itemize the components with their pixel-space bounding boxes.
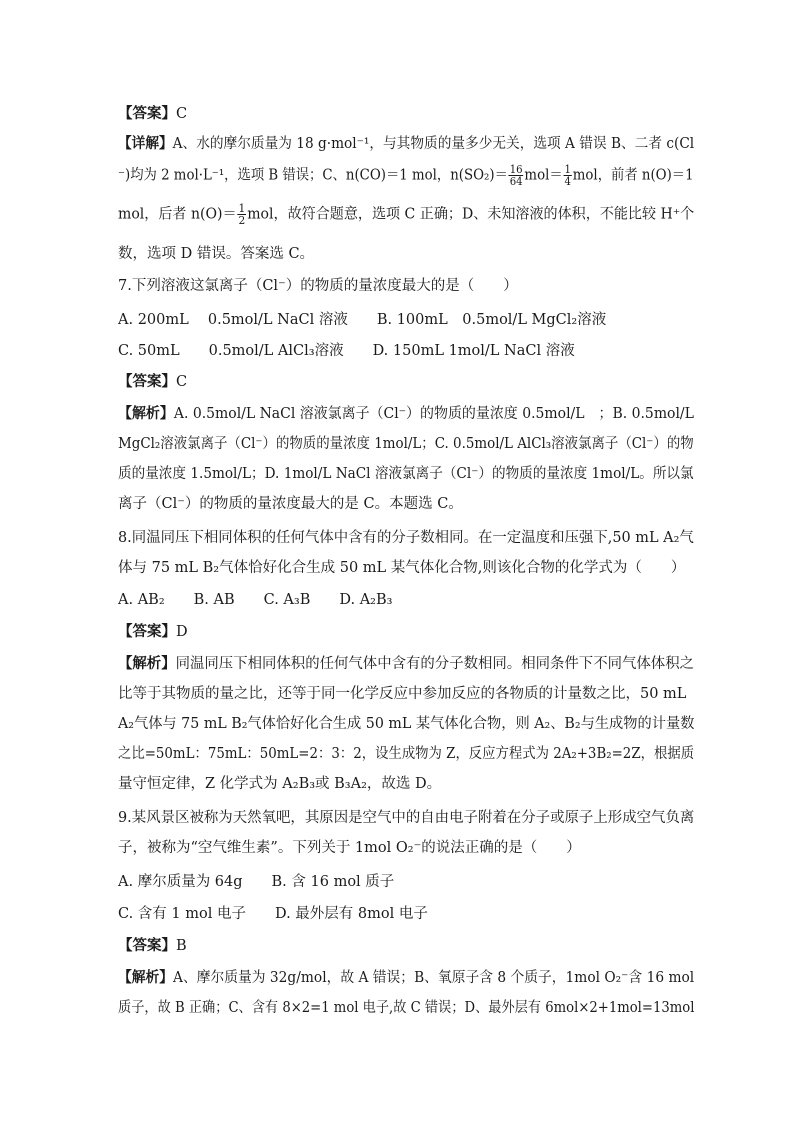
q6-detail-line-2 xyxy=(118,164,694,187)
q9-options-row-1 xyxy=(118,872,394,892)
q8-stem-line-2 xyxy=(118,558,685,578)
q8-analysis-line-4 xyxy=(118,744,694,764)
q6-detail-line-3 xyxy=(118,203,694,226)
detail-label: 【详解】 xyxy=(118,135,173,152)
q7-analysis-line-3 xyxy=(118,464,694,484)
q7-analysis-line-1 xyxy=(118,404,694,424)
options-text: A. AB₂ B. AB C. A₃B D. A₂B₃ xyxy=(118,592,393,608)
detail-text: mol，后者 n(O)＝ xyxy=(118,206,237,223)
q9-answer-line xyxy=(118,936,187,956)
analysis-label: 【解析】 xyxy=(118,655,176,672)
q8-analysis-line-5 xyxy=(118,774,441,794)
fraction-numerator: 1 xyxy=(564,163,571,176)
options-text: A. 摩尔质量为 64g B. 含 16 mol 质子 xyxy=(118,874,395,890)
q8-analysis-line-1 xyxy=(118,654,694,674)
fraction-denominator: 64 xyxy=(509,175,523,188)
question-stem: 体与 75 mL B₂气体恰好化合生成 50 mL 某气体化合物,则该化合物的化学式为（ ） xyxy=(118,560,686,576)
q9-options-row-2 xyxy=(118,904,428,924)
fraction-16-64 xyxy=(509,164,524,187)
q9-analysis-line-1 xyxy=(118,968,694,988)
question-stem: 7.下列溶液这氯离子（Cl⁻）的物质的量浓度最大的是（ ） xyxy=(118,278,518,294)
analysis-text: 质的量浓度 1.5mol/L；D. 1mol/L NaCl 溶液氯离子（Cl⁻）的物质的量浓度 1mol/L。所以氯 xyxy=(118,466,694,482)
q8-analysis-line-2 xyxy=(118,684,686,704)
analysis-text: 离子（Cl⁻）的物质的量浓度最大的是 C。本题选 C。 xyxy=(118,496,463,512)
answer-label: 【答案】 xyxy=(118,623,176,640)
q6-answer-line xyxy=(118,104,187,124)
q7-options-row-2 xyxy=(118,341,575,361)
answer-value: C xyxy=(176,106,188,122)
detail-text: mol＝ xyxy=(524,167,563,184)
analysis-text: 量守恒定律，Z 化学式为 A₂B₃或 B₃A₂，故选 D。 xyxy=(118,776,442,792)
q7-answer-line xyxy=(118,372,187,392)
answer-label: 【答案】 xyxy=(118,937,176,954)
fraction-denominator: 2 xyxy=(238,214,246,227)
fraction-1-4 xyxy=(564,164,572,187)
detail-text: A、水的摩尔质量为 18 g·mol⁻¹，与其物质的量多少无关，选项 A 错误 B、二者 c(Cl xyxy=(172,136,695,152)
q8-answer-line xyxy=(118,622,188,642)
answer-label: 【答案】 xyxy=(118,105,176,122)
options-text: C. 50mL 0.5mol/L AlCl₃溶液 D. 150mL 1mol/L NaCl 溶液 xyxy=(118,343,575,359)
answer-value: C xyxy=(176,374,188,390)
detail-text: mol，前者 n(O)＝1 xyxy=(572,167,694,184)
q7-stem xyxy=(118,276,518,296)
options-text: C. 含有 1 mol 电子 D. 最外层有 8mol 电子 xyxy=(118,906,428,922)
q9-stem-line-2 xyxy=(118,838,581,858)
fraction-denominator: 4 xyxy=(564,175,571,188)
analysis-text: A₂气体与 75 mL B₂气体恰好化合生成 50 mL 某气体化合物，则 A₂、B₂与生成物的计量数 xyxy=(118,716,695,732)
q6-detail-line-4 xyxy=(118,244,314,264)
q8-stem-line-1 xyxy=(118,528,694,548)
analysis-label: 【解析】 xyxy=(118,969,174,986)
detail-text: 数，选项 D 错误。答案选 C。 xyxy=(118,246,315,262)
detail-text: mol，故符合题意，选项 C 正确；D、未知溶液的体积，不能比较 H⁺个 xyxy=(247,206,695,223)
analysis-text: A、摩尔质量为 32g/mol，故 A 错误；B、氧原子含 8 个质子，1mol O₂⁻含 16 mol xyxy=(173,970,695,986)
analysis-label: 【解析】 xyxy=(118,405,174,422)
q9-stem-line-1 xyxy=(118,808,694,828)
analysis-text: 质子，故 B 正确；C、含有 8×2=1 mol 电子,故 C 错误；D、最外层有 6mol×2+1mol=13mol xyxy=(118,1000,695,1016)
question-stem: 9.某风景区被称为天然氧吧，其原因是空气中的自由电子附着在分子或原子上形成空气负离 xyxy=(118,810,695,826)
fraction-numerator: 1 xyxy=(238,202,246,215)
answer-value: B xyxy=(176,938,187,954)
analysis-text: MgCl₂溶液氯离子（Cl⁻）的物质的量浓度 1mol/L；C. 0.5mol/L AlCl₃溶液氯离子（Cl⁻）的物 xyxy=(118,436,694,452)
analysis-text: 同温同压下相同体积的任何气体中含有的分子数相同。相同条件下不同气体体积之 xyxy=(175,656,695,672)
q7-analysis-line-4 xyxy=(118,494,463,514)
q7-options-row-1 xyxy=(118,310,606,330)
q8-analysis-line-3 xyxy=(118,714,694,734)
question-stem: 子，被称为“空气维生素”。下列关于 1mol O₂⁻的说法正确的是（ ） xyxy=(118,840,581,856)
q7-analysis-line-2 xyxy=(118,434,694,454)
answer-label: 【答案】 xyxy=(118,373,176,390)
fraction-numerator: 16 xyxy=(509,163,523,176)
question-stem: 8.同温同压下相同体积的任何气体中含有的分子数相同。在一定温度和压强下,50 mL A₂气 xyxy=(118,530,694,546)
analysis-text: 比等于其物质的量之比，还等于同一化学反应中参加反应的各物质的计量数之比，50 mL xyxy=(118,686,687,702)
answer-value: D xyxy=(176,624,188,640)
q8-options xyxy=(118,590,392,610)
analysis-text: A. 0.5mol/L NaCl 溶液氯离子（Cl⁻）的物质的量浓度 0.5mol/L ；B. 0.5mol/L xyxy=(173,406,694,422)
fraction-1-2 xyxy=(238,203,247,226)
options-text: A. 200mL 0.5mol/L NaCl 溶液 B. 100mL 0.5mol/L MgCl₂溶液 xyxy=(118,312,607,328)
detail-text: ⁻)均为 2 mol·L⁻¹，选项 B 错误；C、n(CO)＝1 mol，n(SO₂)＝ xyxy=(118,167,508,184)
q9-analysis-line-2 xyxy=(118,998,694,1018)
analysis-text: 之比=50mL：75mL：50mL=2：3：2，设生成物为 Z，反应方程式为 2A₂+3B₂=2Z，根据质 xyxy=(118,746,695,762)
q6-detail-line-1 xyxy=(118,134,694,154)
